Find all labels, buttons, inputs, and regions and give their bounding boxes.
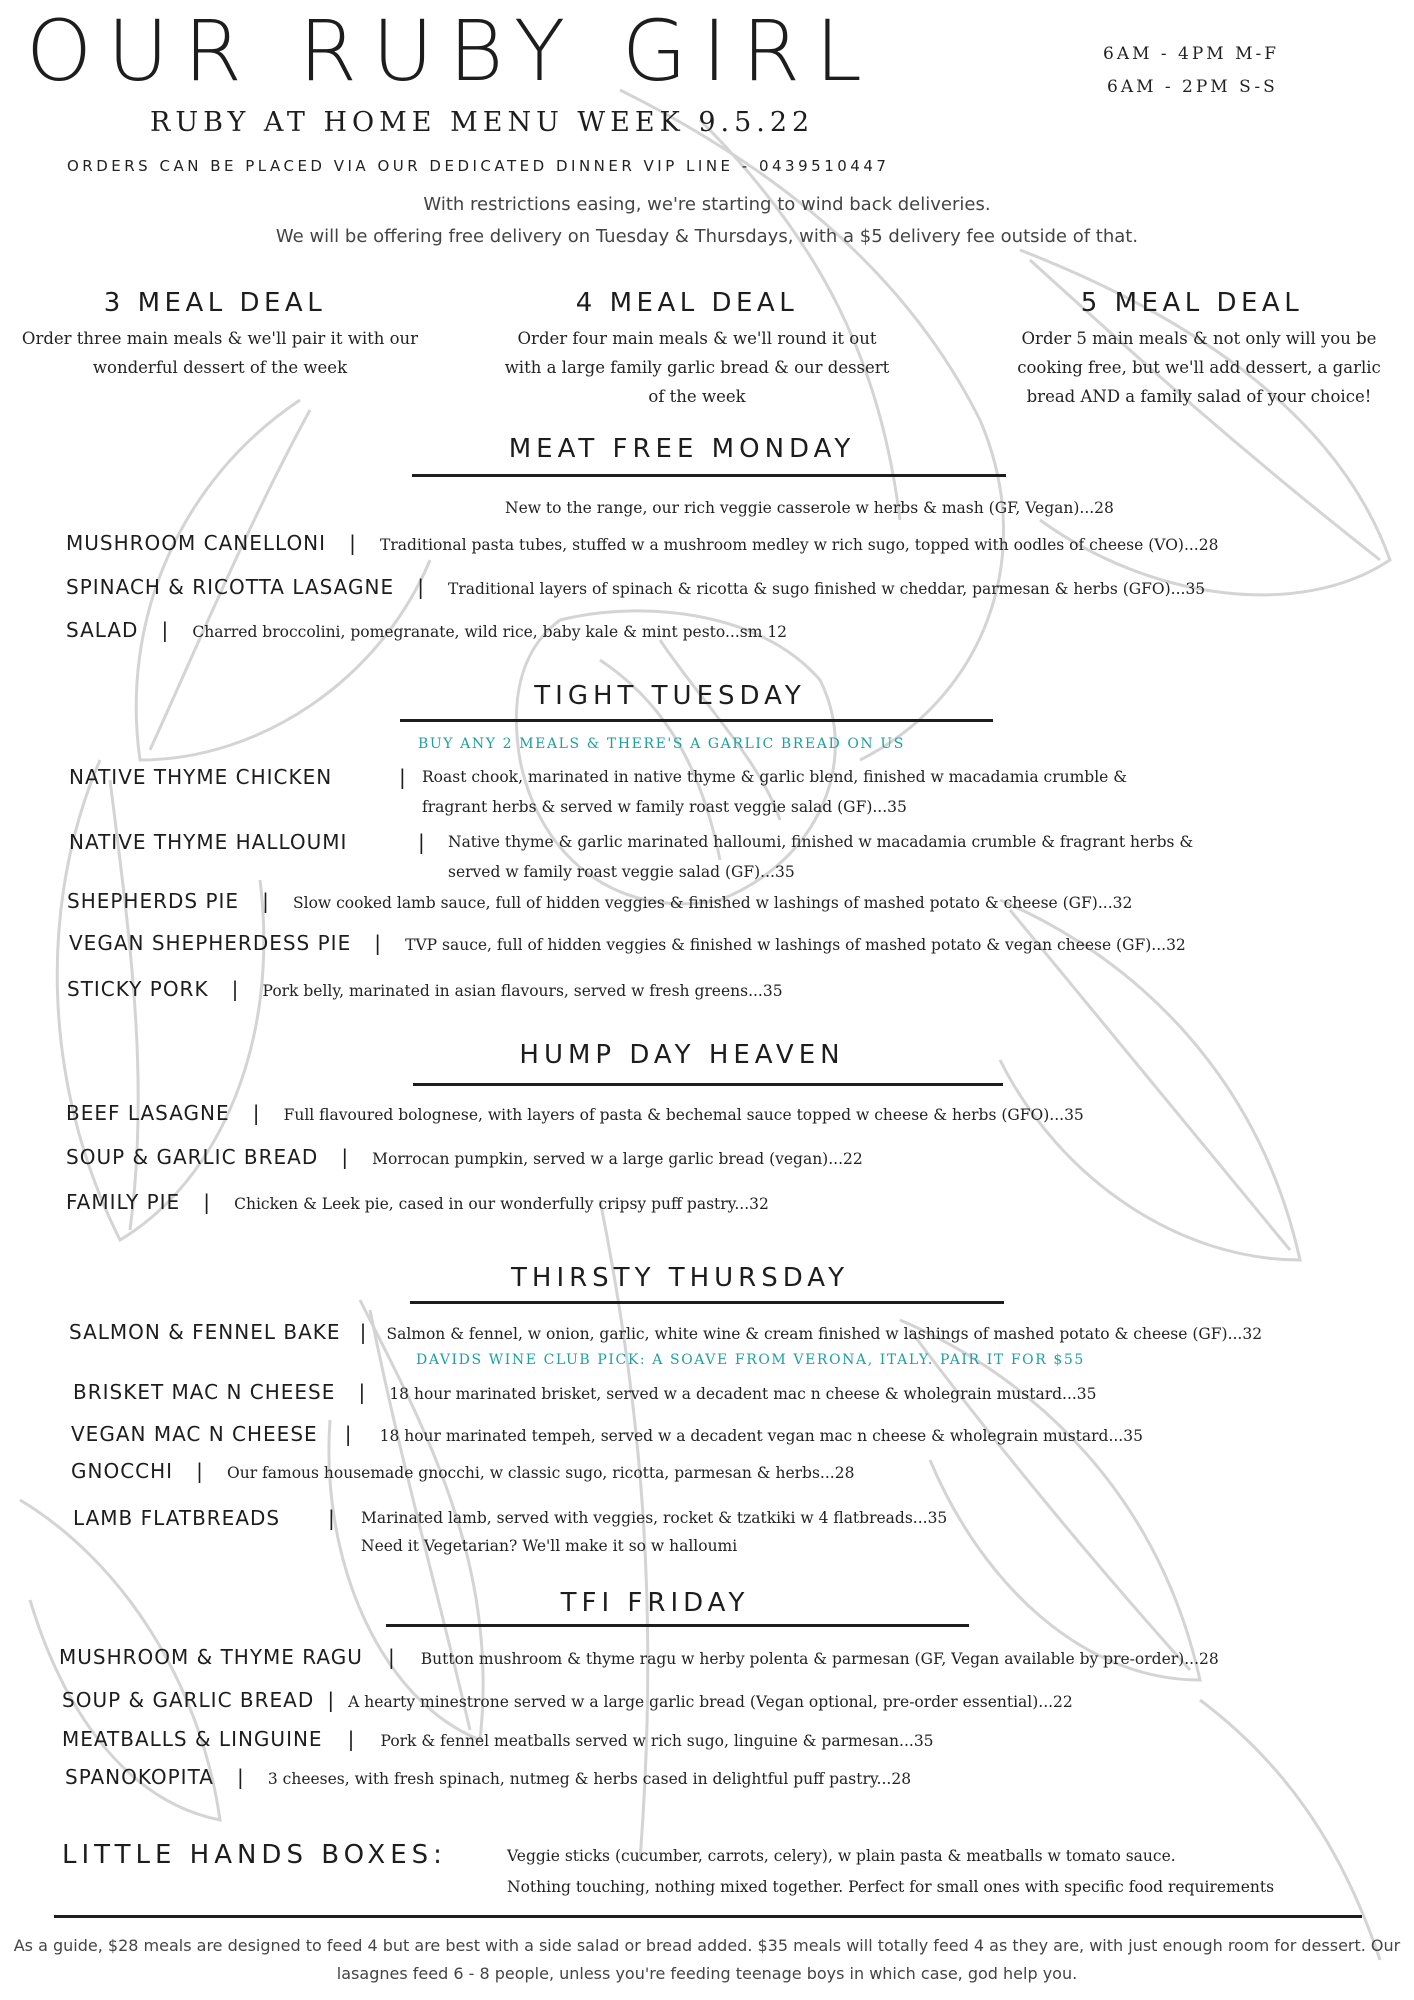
menu-item: [59, 1645, 1219, 1674]
section-rule: [410, 1301, 1004, 1304]
menu-item: [66, 1190, 769, 1219]
item-desc: TVP sauce, full of hidden veggies & finished w lashings of mashed potato & vegan cheese (GF)...32: [405, 936, 1186, 954]
menu-item: [69, 931, 1186, 960]
deal-5-text: Order 5 main meals & not only will you be cooking free, but we'll add dessert, a garlic bread AND a family salad of your choice!: [1017, 329, 1381, 406]
separator: |: [358, 1380, 367, 1404]
item-desc: Chicken & Leek pie, cased in our wonderfully cripsy puff pastry...32: [234, 1195, 769, 1213]
section-title-monday: MEAT FREE MONDAY: [508, 434, 856, 464]
intro-line-1: With restrictions easing, we're starting to wind back deliveries.: [423, 194, 991, 215]
item-name: MUSHROOM & THYME RAGU: [59, 1645, 363, 1669]
item-desc: Salmon & fennel, w onion, garlic, white wine & cream finished w lashings of mashed potato & cheese (GF)...32: [386, 1325, 1263, 1343]
separator: |: [359, 1320, 368, 1344]
item-name: SALAD: [66, 618, 139, 642]
separator: |: [349, 531, 357, 555]
separator: |: [252, 1101, 261, 1125]
menu-item: [66, 1145, 863, 1174]
menu-item: [62, 1688, 1073, 1717]
item-desc: Full flavoured bolognese, with layers of pasta & bechemal sauce topped w cheese & herbs (GFO)...35: [283, 1106, 1084, 1124]
separator: |: [418, 830, 426, 854]
separator: |: [341, 1145, 350, 1169]
item-desc: 3 cheeses, with fresh spinach, nutmeg & herbs cased in delightful puff pastry...28: [267, 1770, 912, 1788]
menu-item: [66, 618, 787, 647]
section-title-thursday: THIRSTY THURSDAY: [511, 1263, 849, 1293]
item-name: MEATBALLS & LINGUINE: [62, 1727, 323, 1751]
menu-heading: RUBY AT HOME MENU WEEK 9.5.22: [150, 107, 815, 138]
menu-item: [73, 1380, 1097, 1409]
section-rule: [412, 474, 1006, 477]
deal-5-title: 5 MEAL DEAL: [1080, 288, 1304, 318]
item-name: SHEPHERDS PIE: [67, 889, 240, 913]
section-rule: [413, 1083, 1003, 1086]
item-name: SOUP & GARLIC BREAD: [66, 1145, 319, 1169]
menu-item: [71, 1422, 1143, 1451]
separator: |: [196, 1459, 204, 1483]
item-name: BEEF LASAGNE: [66, 1101, 230, 1125]
separator: |: [344, 1422, 353, 1446]
item-desc: Traditional pasta tubes, stuffed w a mushroom medley w rich sugo, topped with oodles of cheese (VO)...28: [379, 536, 1219, 554]
hours-weekend: 6AM - 2PM S-S: [1107, 77, 1278, 97]
item-name: SPINACH & RICOTTA LASAGNE: [66, 575, 395, 599]
little-hands-title: LITTLE HANDS BOXES:: [62, 1840, 447, 1870]
item-desc-cont: Need it Vegetarian? We'll make it so w halloumi: [361, 1537, 738, 1555]
tuesday-promo: BUY ANY 2 MEALS & THERE'S A GARLIC BREAD ON US: [418, 736, 905, 752]
separator: |: [417, 575, 425, 599]
separator: |: [399, 765, 407, 789]
menu-item: [66, 575, 1205, 604]
item-desc: 18 hour marinated tempeh, served w a decadent vegan mac n cheese & wholegrain mustard...35: [379, 1427, 1143, 1445]
item-desc: Pork & fennel meatballs served w rich sugo, linguine & parmesan...35: [380, 1732, 934, 1750]
monday-intro: New to the range, our rich veggie casserole w herbs & mash (GF, Vegan)...28: [505, 499, 1114, 517]
section-title-tuesday: TIGHT TUESDAY: [534, 681, 806, 711]
section-rule: [386, 1624, 969, 1627]
section-rule: [400, 719, 993, 722]
menu-item: [67, 889, 1132, 918]
deal-3-text: Order three main meals & we'll pair it with our wonderful dessert of the week: [21, 329, 419, 377]
item-desc: Pork belly, marinated in asian flavours, served w fresh greens...35: [262, 982, 783, 1000]
intro-line-2: We will be offering free delivery on Tuesday & Thursdays, with a $5 delivery fee outside of that.: [275, 226, 1139, 247]
separator: |: [387, 1645, 396, 1669]
item-name: SOUP & GARLIC BREAD: [62, 1688, 315, 1712]
item-desc: Native thyme & garlic marinated halloumi, finished w macadamia crumble & fragrant herbs &: [448, 833, 1194, 851]
item-name: LAMB FLATBREADS: [73, 1506, 281, 1530]
little-hands-line-1: Veggie sticks (cucumber, carrots, celery), w plain pasta & meatballs w tomato sauce.: [507, 1847, 1176, 1865]
footer-note: As a guide, $28 meals are designed to feed 4 but are best with a side salad or bread added. $35 meals will totally feed 4 as they are, with just enough room for dessert. Our lasagnes feed 6 - 8 people, unless you're feeding teenage boys in which case, god help you.: [13, 1936, 1401, 1983]
item-name: NATIVE THYME HALLOUMI: [69, 830, 348, 854]
item-desc: Morrocan pumpkin, served w a large garlic bread (vegan)...22: [372, 1150, 863, 1168]
separator: |: [161, 618, 170, 642]
item-desc: Charred broccolini, pomegranate, wild rice, baby kale & mint pesto...sm 12: [192, 623, 788, 641]
item-name: VEGAN SHEPHERDESS PIE: [69, 931, 352, 955]
item-desc-cont: served w family roast veggie salad (GF)...35: [448, 863, 795, 881]
separator: |: [262, 889, 270, 913]
item-desc-cont: fragrant herbs & served w family roast veggie salad (GF)...35: [422, 798, 907, 816]
orders-line: ORDERS CAN BE PLACED VIA OUR DEDICATED DINNER VIP LINE - 0439510447: [67, 157, 890, 175]
menu-item: [69, 1320, 1262, 1349]
item-desc: Traditional layers of spinach & ricotta & sugo finished w cheddar, parmesan & herbs (GFO)...35: [448, 580, 1206, 598]
item-desc: 18 hour marinated brisket, served w a decadent mac n cheese & wholegrain mustard...35: [389, 1385, 1097, 1403]
separator: |: [328, 1506, 336, 1530]
separator: |: [237, 1765, 245, 1789]
item-desc: Marinated lamb, served with veggies, rocket & tzatkiki w 4 flatbreads...35: [361, 1509, 948, 1527]
little-hands-line-2: Nothing touching, nothing mixed together. Perfect for small ones with specific food requirements: [507, 1878, 1275, 1896]
section-title-wednesday: HUMP DAY HEAVEN: [519, 1040, 845, 1070]
item-name: SPANOKOPITA: [65, 1765, 214, 1789]
separator: |: [347, 1727, 356, 1751]
thursday-promo: DAVIDS WINE CLUB PICK: A SOAVE FROM VERONA, ITALY. PAIR IT FOR $55: [416, 1352, 1085, 1368]
deal-4-title: 4 MEAL DEAL: [575, 288, 799, 318]
item-name: NATIVE THYME CHICKEN: [69, 765, 333, 789]
hours-weekday: 6AM - 4PM M-F: [1103, 44, 1280, 64]
item-name: MUSHROOM CANELLONI: [66, 531, 327, 555]
menu-item: [66, 1101, 1084, 1130]
item-name: FAMILY PIE: [66, 1190, 181, 1214]
separator: |: [374, 931, 383, 955]
separator: |: [231, 977, 240, 1001]
menu-item: [67, 977, 783, 1006]
item-name: BRISKET MAC N CHEESE: [73, 1380, 336, 1404]
item-name: VEGAN MAC N CHEESE: [71, 1422, 318, 1446]
menu-item: [66, 531, 1218, 560]
item-desc: A hearty minestrone served w a large garlic bread (Vegan optional, pre-order essential)...22: [348, 1693, 1073, 1711]
restaurant-title: OUR RUBY GIRL: [26, 2, 877, 100]
footer-rule: [54, 1915, 1362, 1918]
separator: |: [203, 1190, 212, 1214]
deal-3-title: 3 MEAL DEAL: [103, 288, 327, 318]
menu-item: [71, 1459, 854, 1488]
item-name: STICKY PORK: [67, 977, 209, 1001]
menu-item: [62, 1727, 934, 1756]
menu-item: [65, 1765, 911, 1794]
item-name: SALMON & FENNEL BAKE: [69, 1320, 341, 1344]
item-name: GNOCCHI: [71, 1459, 174, 1483]
item-desc: Button mushroom & thyme ragu w herby polenta & parmesan (GF, Vegan available by pre-order)...28: [420, 1650, 1219, 1668]
item-desc: Roast chook, marinated in native thyme & garlic blend, finished w macadamia crumble &: [422, 768, 1128, 786]
item-desc: Slow cooked lamb sauce, full of hidden veggies & finished w lashings of mashed potato & cheese (GF)...32: [293, 894, 1133, 912]
deal-4-text: Order four main meals & we'll round it out with a large family garlic bread & our dessert of the week: [504, 329, 890, 406]
separator: |: [327, 1688, 336, 1712]
section-title-friday: TFI FRIDAY: [560, 1588, 750, 1618]
item-desc: Our famous housemade gnocchi, w classic sugo, ricotta, parmesan & herbs...28: [227, 1464, 855, 1482]
